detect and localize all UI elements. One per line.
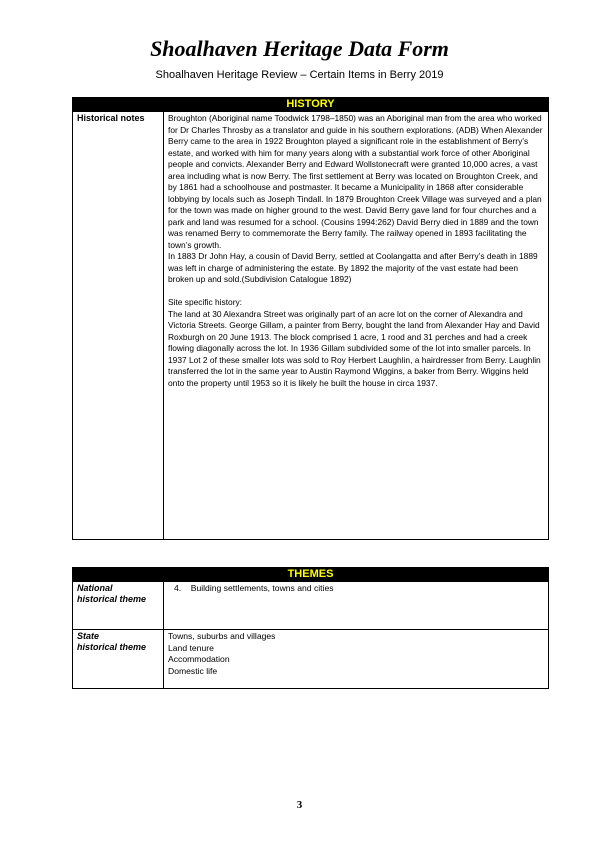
- state-theme-row: [73, 629, 548, 688]
- national-theme-row: [73, 581, 548, 629]
- page-subtitle: Shoalhaven Heritage Review – Certain Items in Berry 2019: [155, 69, 444, 81]
- themes-header: THEMES: [73, 568, 548, 581]
- state-theme-item: Accommodation: [168, 654, 230, 664]
- state-theme-item: Land tenure: [168, 642, 214, 653]
- history-paragraph: Site specific history:: [168, 297, 243, 307]
- state-theme-item: Towns, suburbs and villages: [168, 631, 276, 641]
- state-theme-label: [73, 630, 164, 688]
- history-paragraph: In 1883 Dr John Hay, a cousin of David Berry, settled at Coolangatta and after Berry’s death in 1889 was left in charge of administering the estate. By 1892 the majority of the vast estate had been broken up and sold.(Subdivision Catalogue 1892): [168, 251, 540, 284]
- state-theme-item: Domestic life: [168, 665, 218, 676]
- history-paragraph: The land at 30 Alexandra Street was originally part of an acre lot on the corner of Alexandra and Victoria Streets. George Gillam, a painter from Berry, bought the land from Alexander Hay and David Roxburgh on 20 June 1913. The block comprised 1 acre, 1 rood and 31 perches and had a creek flowing diagonally across the lot. In 1936 Gillam subdivided some of the lot into smaller parcels. In 1937 Lot 2 of these smaller lots was sold to Roy Herbert Laughlin, a hairdresser from Berry. Laughlin transferred the lot in the same year to Austin Raymond Wiggins, a baker from Berry. Wiggins held onto the property until 1953 so it is likely he built the house in circa 1937.: [168, 308, 544, 388]
- national-theme-item: 4. Building settlements, towns and cities: [174, 583, 334, 593]
- national-theme-content: [164, 582, 548, 629]
- state-theme-content: [164, 630, 548, 688]
- page-title: Shoalhaven Heritage Data Form: [150, 36, 449, 61]
- history-paragraph: Broughton (Aboriginal name Toodwick 1798–1850) was an Aboriginal man from the area who worked for Dr Charles Throsby as a translator and guide in his southern explorations. (ADB) When Alexander Berry came to the area in 1922 Broughton played a significant role in the establishment of Berry’s estate, and worked with him for many years along with a substantial work force of other Aboriginal people and convicts. Alexander Berry and Edward Wollstonecraft were granted 10,000 acres, a vast area including what is now Berry. The first settlement at Berry was located on Broughton Creek, and by 1861 had a schoolhouse and postmaster. It became a Municipality in 1868 after considerable lobbying by locals such as Joseph Tindall. In 1879 Broughton Creek Village was surveyed and a plan for the town was made on higher ground to the west. David Berry gave land for four churches and a park and land was resumed for a school. (Cousins 1994:262) David Berry died in 1889 and the town was renamed Berry to commemorate the Berry family. The railway opened in 1893 facilitating the town’s growth.: [168, 113, 545, 250]
- state-label-line2: historical theme: [77, 642, 147, 652]
- national-theme-label: [73, 582, 164, 629]
- historical-notes-content: [164, 112, 548, 540]
- themes-table: [72, 567, 549, 689]
- state-label-line1: State: [77, 631, 100, 641]
- national-label-line1: National: [77, 583, 113, 593]
- national-label-line2: historical theme: [77, 594, 147, 604]
- historical-notes-row: [73, 111, 548, 540]
- paragraph-gap: [168, 286, 544, 298]
- history-header: HISTORY: [73, 98, 548, 111]
- historical-notes-label: Historical notes: [73, 112, 164, 540]
- history-table: [72, 97, 549, 540]
- page-number: 3: [296, 799, 303, 811]
